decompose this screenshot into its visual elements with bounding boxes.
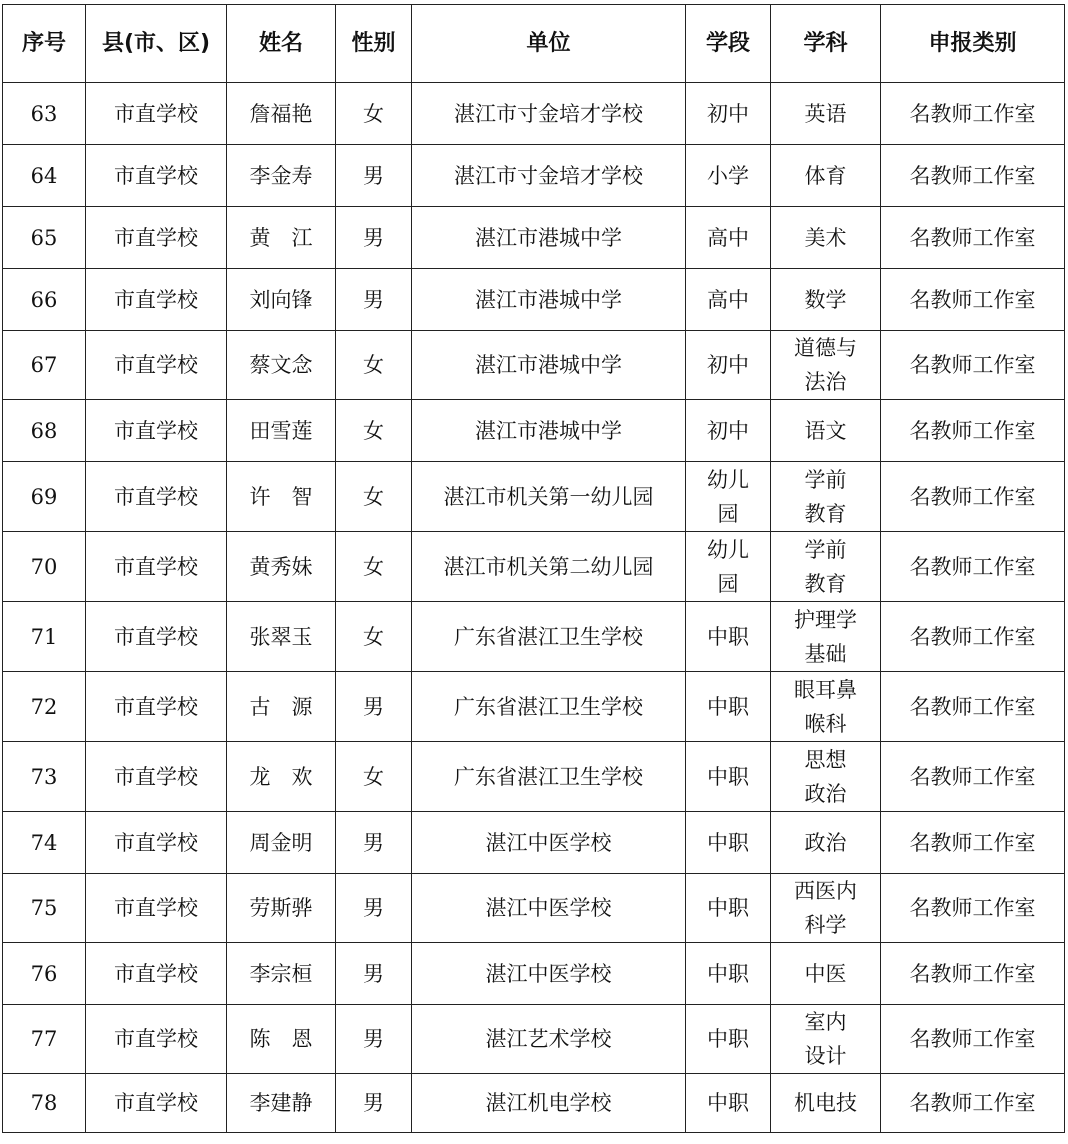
header-cell-unit: 单位	[412, 5, 686, 83]
cell-stage: 幼儿 园	[686, 532, 771, 602]
cell-name: 詹福艳	[227, 83, 336, 145]
cell-subject: 西医内 科学	[771, 874, 881, 943]
header-cell-stage: 学段	[686, 5, 771, 83]
cell-no: 66	[3, 269, 86, 331]
cell-category: 名教师工作室	[881, 207, 1065, 269]
cell-subject: 思想 政治	[771, 742, 881, 812]
table-row	[3, 602, 1065, 672]
cell-unit: 湛江中医学校	[412, 874, 686, 943]
cell-no: 72	[3, 672, 86, 742]
header-row	[3, 5, 1065, 83]
table-row	[3, 145, 1065, 207]
table-row	[3, 812, 1065, 874]
cell-name: 李建静	[227, 1074, 336, 1133]
cell-no: 67	[3, 331, 86, 400]
cell-unit: 湛江市寸金培才学校	[412, 145, 686, 207]
cell-gender: 男	[336, 1074, 412, 1133]
cell-name: 李宗桓	[227, 943, 336, 1005]
table-row	[3, 400, 1065, 462]
cell-category: 名教师工作室	[881, 943, 1065, 1005]
cell-name: 黄 江	[227, 207, 336, 269]
cell-county: 市直学校	[86, 462, 227, 532]
cell-no: 65	[3, 207, 86, 269]
table-row	[3, 532, 1065, 602]
cell-subject: 政治	[771, 812, 881, 874]
cell-subject: 学前 教育	[771, 462, 881, 532]
cell-category: 名教师工作室	[881, 269, 1065, 331]
teacher-roster-table	[2, 4, 1065, 1133]
cell-unit: 广东省湛江卫生学校	[412, 602, 686, 672]
cell-no: 78	[3, 1074, 86, 1133]
cell-subject: 美术	[771, 207, 881, 269]
cell-gender: 男	[336, 1005, 412, 1074]
table-row	[3, 83, 1065, 145]
cell-unit: 湛江机电学校	[412, 1074, 686, 1133]
cell-stage: 高中	[686, 207, 771, 269]
table-row	[3, 462, 1065, 532]
cell-gender: 女	[336, 602, 412, 672]
cell-gender: 女	[336, 532, 412, 602]
header-cell-subject: 学科	[771, 5, 881, 83]
cell-name: 古 源	[227, 672, 336, 742]
cell-category: 名教师工作室	[881, 331, 1065, 400]
cell-category: 名教师工作室	[881, 1074, 1065, 1133]
cell-no: 76	[3, 943, 86, 1005]
cell-stage: 小学	[686, 145, 771, 207]
cell-subject: 体育	[771, 145, 881, 207]
cell-unit: 湛江中医学校	[412, 812, 686, 874]
cell-subject: 数学	[771, 269, 881, 331]
cell-gender: 男	[336, 145, 412, 207]
cell-stage: 中职	[686, 1005, 771, 1074]
header-cell-category: 申报类别	[881, 5, 1065, 83]
cell-stage: 中职	[686, 943, 771, 1005]
cell-county: 市直学校	[86, 331, 227, 400]
cell-no: 63	[3, 83, 86, 145]
cell-name: 张翠玉	[227, 602, 336, 672]
cell-gender: 男	[336, 207, 412, 269]
cell-county: 市直学校	[86, 742, 227, 812]
cell-category: 名教师工作室	[881, 532, 1065, 602]
cell-name: 龙 欢	[227, 742, 336, 812]
table-row	[3, 269, 1065, 331]
cell-county: 市直学校	[86, 602, 227, 672]
cell-name: 许 智	[227, 462, 336, 532]
cell-name: 田雪莲	[227, 400, 336, 462]
cell-stage: 幼儿 园	[686, 462, 771, 532]
cell-name: 陈 恩	[227, 1005, 336, 1074]
cell-stage: 高中	[686, 269, 771, 331]
cell-gender: 男	[336, 812, 412, 874]
cell-unit: 湛江中医学校	[412, 943, 686, 1005]
cell-county: 市直学校	[86, 532, 227, 602]
cell-stage: 初中	[686, 400, 771, 462]
cell-subject: 机电技	[771, 1074, 881, 1133]
cell-category: 名教师工作室	[881, 400, 1065, 462]
cell-category: 名教师工作室	[881, 462, 1065, 532]
cell-gender: 女	[336, 400, 412, 462]
cell-subject: 道德与 法治	[771, 331, 881, 400]
cell-county: 市直学校	[86, 400, 227, 462]
cell-subject: 语文	[771, 400, 881, 462]
cell-stage: 初中	[686, 331, 771, 400]
cell-county: 市直学校	[86, 1005, 227, 1074]
cell-stage: 初中	[686, 83, 771, 145]
cell-subject: 室内 设计	[771, 1005, 881, 1074]
table-row	[3, 207, 1065, 269]
cell-no: 70	[3, 532, 86, 602]
cell-gender: 男	[336, 672, 412, 742]
cell-category: 名教师工作室	[881, 742, 1065, 812]
table-row	[3, 672, 1065, 742]
cell-county: 市直学校	[86, 207, 227, 269]
cell-county: 市直学校	[86, 145, 227, 207]
cell-unit: 湛江市港城中学	[412, 207, 686, 269]
cell-subject: 英语	[771, 83, 881, 145]
cell-unit: 湛江市寸金培才学校	[412, 83, 686, 145]
table-row	[3, 1005, 1065, 1074]
table-row	[3, 1074, 1065, 1133]
cell-county: 市直学校	[86, 672, 227, 742]
table-row	[3, 331, 1065, 400]
cell-category: 名教师工作室	[881, 812, 1065, 874]
cell-gender: 女	[336, 83, 412, 145]
cell-unit: 湛江市机关第二幼儿园	[412, 532, 686, 602]
cell-category: 名教师工作室	[881, 874, 1065, 943]
cell-county: 市直学校	[86, 1074, 227, 1133]
cell-county: 市直学校	[86, 943, 227, 1005]
cell-gender: 男	[336, 943, 412, 1005]
cell-category: 名教师工作室	[881, 1005, 1065, 1074]
cell-name: 黄秀妹	[227, 532, 336, 602]
cell-unit: 湛江市港城中学	[412, 400, 686, 462]
cell-subject: 护理学 基础	[771, 602, 881, 672]
cell-county: 市直学校	[86, 874, 227, 943]
cell-subject: 眼耳鼻 喉科	[771, 672, 881, 742]
cell-gender: 男	[336, 874, 412, 943]
cell-no: 77	[3, 1005, 86, 1074]
header-cell-county: 县(市、区)	[86, 5, 227, 83]
cell-no: 75	[3, 874, 86, 943]
cell-no: 64	[3, 145, 86, 207]
cell-name: 蔡文念	[227, 331, 336, 400]
cell-unit: 广东省湛江卫生学校	[412, 742, 686, 812]
cell-subject: 学前 教育	[771, 532, 881, 602]
cell-stage: 中职	[686, 1074, 771, 1133]
cell-stage: 中职	[686, 874, 771, 943]
table-body	[3, 83, 1065, 1133]
cell-category: 名教师工作室	[881, 602, 1065, 672]
cell-stage: 中职	[686, 602, 771, 672]
cell-gender: 女	[336, 742, 412, 812]
cell-no: 68	[3, 400, 86, 462]
cell-name: 刘向锋	[227, 269, 336, 331]
cell-subject: 中医	[771, 943, 881, 1005]
cell-name: 劳斯骅	[227, 874, 336, 943]
header-cell-gender: 性别	[336, 5, 412, 83]
cell-name: 李金寿	[227, 145, 336, 207]
cell-stage: 中职	[686, 812, 771, 874]
cell-stage: 中职	[686, 672, 771, 742]
cell-no: 69	[3, 462, 86, 532]
cell-no: 71	[3, 602, 86, 672]
cell-no: 73	[3, 742, 86, 812]
cell-county: 市直学校	[86, 83, 227, 145]
cell-unit: 湛江市机关第一幼儿园	[412, 462, 686, 532]
table-row	[3, 742, 1065, 812]
table-row	[3, 874, 1065, 943]
cell-gender: 男	[336, 269, 412, 331]
header-cell-no: 序号	[3, 5, 86, 83]
cell-category: 名教师工作室	[881, 672, 1065, 742]
cell-category: 名教师工作室	[881, 145, 1065, 207]
cell-name: 周金明	[227, 812, 336, 874]
cell-unit: 湛江市港城中学	[412, 269, 686, 331]
cell-gender: 女	[336, 331, 412, 400]
header-cell-name: 姓名	[227, 5, 336, 83]
cell-unit: 湛江艺术学校	[412, 1005, 686, 1074]
cell-no: 74	[3, 812, 86, 874]
cell-county: 市直学校	[86, 269, 227, 331]
cell-category: 名教师工作室	[881, 83, 1065, 145]
cell-unit: 广东省湛江卫生学校	[412, 672, 686, 742]
cell-county: 市直学校	[86, 812, 227, 874]
cell-stage: 中职	[686, 742, 771, 812]
cell-unit: 湛江市港城中学	[412, 331, 686, 400]
table-row	[3, 943, 1065, 1005]
cell-gender: 女	[336, 462, 412, 532]
